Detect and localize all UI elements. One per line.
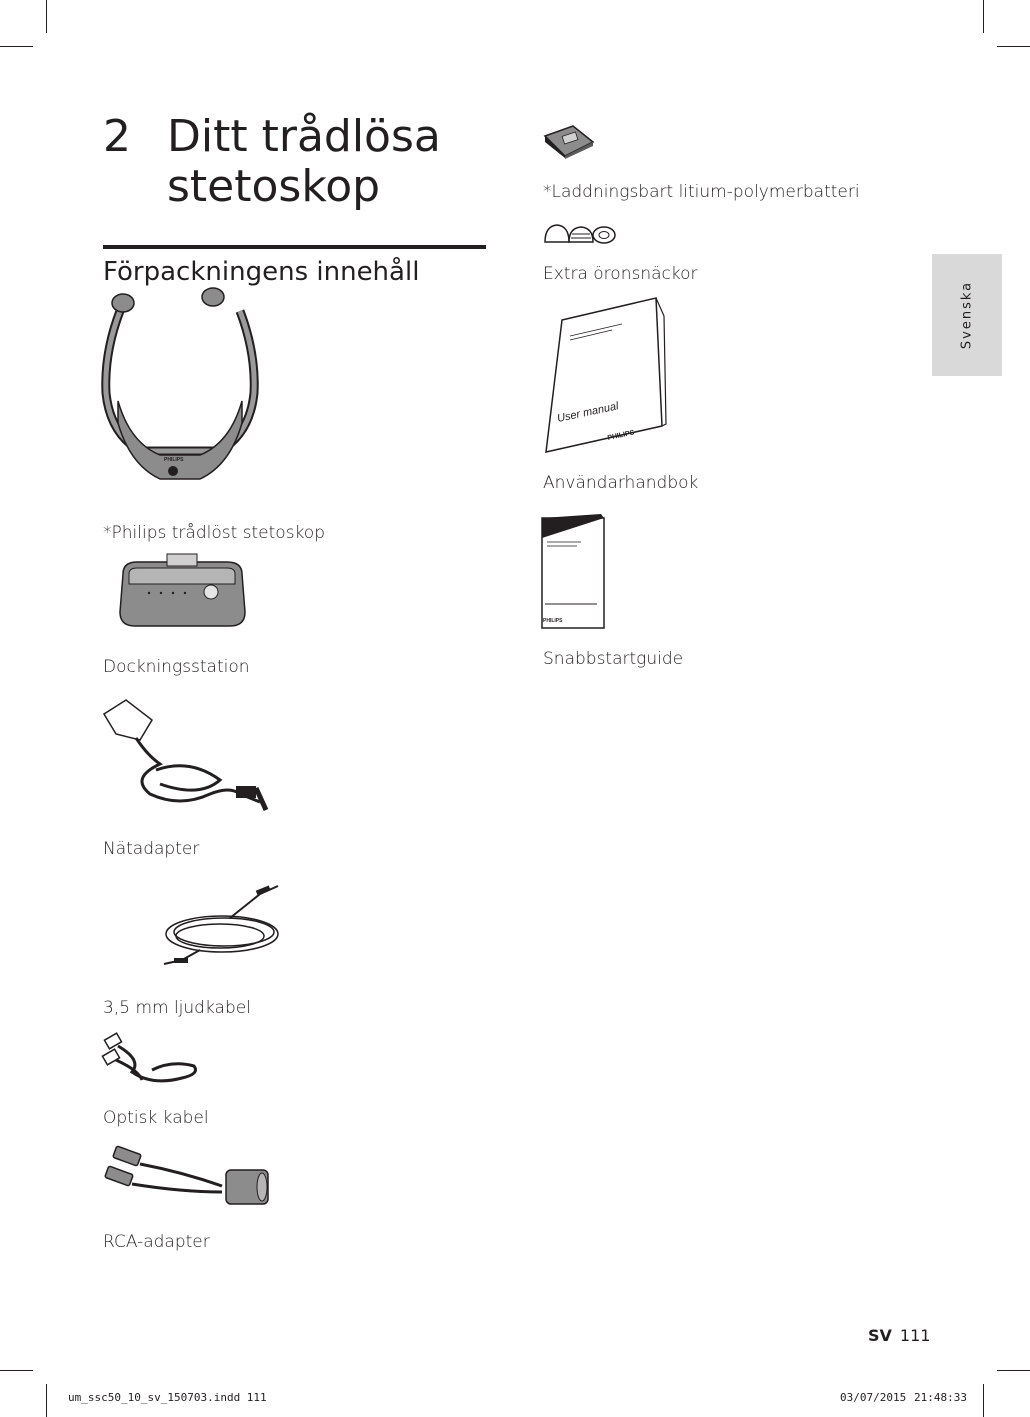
caption-optical: Optisk kabel (103, 1108, 209, 1128)
ear-tips-illustration (543, 222, 618, 244)
language-code: SV (868, 1326, 892, 1345)
audio-cable-illustration (160, 882, 285, 968)
crop-mark (46, 0, 47, 33)
user-manual-illustration (542, 296, 667, 454)
chapter-title-line1: Ditt trådlösa (167, 111, 441, 162)
battery-illustration (543, 124, 595, 160)
caption-rca: RCA-adapter (103, 1232, 210, 1252)
guide-brand-label: PHILIPS (543, 618, 563, 624)
crop-mark (983, 1384, 984, 1417)
optical-cable-illustration (102, 1030, 202, 1090)
rca-adapter-illustration (102, 1146, 274, 1216)
slug-time: 21:48:33 (914, 1391, 967, 1404)
page-number: 111 (899, 1326, 931, 1345)
page-folio (868, 1326, 930, 1345)
caption-manual: Användarhandbok (543, 473, 699, 493)
chapter-title (167, 112, 441, 212)
stethoscope-brand-label: PHILIPS (164, 457, 184, 463)
crop-mark (983, 0, 984, 33)
language-tab (932, 254, 1002, 376)
section-title: Förpackningens innehåll (103, 257, 420, 287)
caption-quickstart: Snabbstartguide (543, 649, 684, 669)
crop-mark (997, 1370, 1030, 1371)
chapter-title-line2: stetoskop (167, 161, 381, 212)
quick-start-guide-illustration (541, 512, 607, 630)
caption-eartips: Extra öronsnäckor (543, 264, 698, 284)
manual-brand-label: PHILIPS (606, 429, 636, 442)
caption-adapter: Nätadapter (103, 839, 200, 859)
docking-station-illustration (115, 552, 250, 630)
crop-mark (46, 1384, 47, 1417)
section-rule (103, 245, 486, 249)
caption-stethoscope: *Philips trådlöst stetoskop (103, 523, 325, 543)
manual-cover-title: User manual (556, 400, 620, 425)
slug-file: um_ssc50_10_sv_150703.indd 111 (68, 1391, 267, 1404)
stethoscope-illustration (100, 283, 260, 488)
chapter-number: 2 (103, 111, 131, 162)
language-tab-label: Svenska (959, 280, 975, 350)
crop-mark (0, 46, 33, 47)
caption-battery: *Laddningsbart litium-polymerbatteri (543, 182, 860, 202)
crop-mark (997, 46, 1030, 47)
caption-docking: Dockningsstation (103, 657, 250, 677)
caption-audio-cable: 3,5 mm ljudkabel (103, 998, 251, 1018)
slug-date: 03/07/2015 (840, 1391, 907, 1404)
power-adapter-illustration (100, 698, 272, 820)
crop-mark (0, 1370, 33, 1371)
